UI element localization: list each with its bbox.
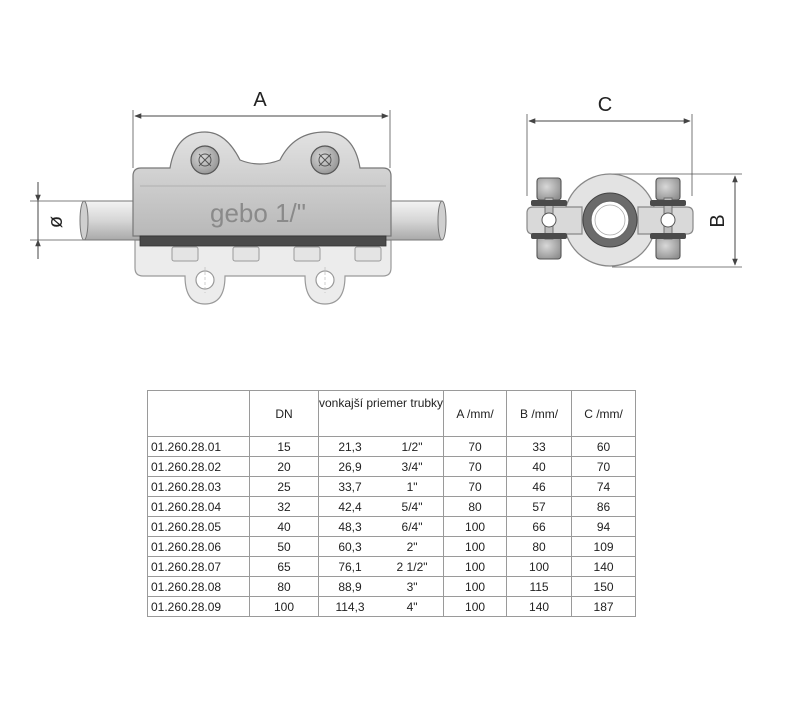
cell-c: 86 <box>572 497 636 517</box>
table-row <box>148 477 636 497</box>
cell-dn: 50 <box>250 537 319 557</box>
cell-a: 100 <box>444 557 507 577</box>
cell-diameter-mm: 60,3 <box>319 537 382 557</box>
header-b: B /mm/ <box>507 391 572 437</box>
clamp-tab <box>172 247 198 261</box>
cell-dn: 20 <box>250 457 319 477</box>
cell-c: 187 <box>572 597 636 617</box>
cell-diameter-mm: 26,9 <box>319 457 382 477</box>
end-view <box>527 94 742 267</box>
cell-code: 01.260.28.04 <box>148 497 250 517</box>
header-code <box>148 391 250 437</box>
cell-b: 57 <box>507 497 572 517</box>
table-header-row <box>148 391 636 437</box>
cell-a: 70 <box>444 457 507 477</box>
table-row <box>148 457 636 477</box>
cell-a: 100 <box>444 517 507 537</box>
cell-code: 01.260.28.01 <box>148 437 250 457</box>
cell-diameter-mm: 114,3 <box>319 597 382 617</box>
cell-code: 01.260.28.02 <box>148 457 250 477</box>
table-row <box>148 437 636 457</box>
cell-a: 100 <box>444 597 507 617</box>
cell-diameter-inch: 3/4" <box>381 457 444 477</box>
cell-c: 70 <box>572 457 636 477</box>
cell-b: 40 <box>507 457 572 477</box>
nut-bottom-left <box>537 237 561 259</box>
clamp-tab <box>294 247 320 261</box>
cell-b: 33 <box>507 437 572 457</box>
side-view <box>30 89 446 304</box>
dimension-a-label: A <box>253 89 267 111</box>
table-row <box>148 497 636 517</box>
cell-c: 74 <box>572 477 636 497</box>
pipe-bore <box>591 201 629 239</box>
cell-diameter-mm: 42,4 <box>319 497 382 517</box>
cell-b: 80 <box>507 537 572 557</box>
clamp-tab <box>233 247 259 261</box>
cell-a: 70 <box>444 477 507 497</box>
header-a: A /mm/ <box>444 391 507 437</box>
cell-diameter-inch: 6/4" <box>381 517 444 537</box>
cell-dn: 25 <box>250 477 319 497</box>
header-outer-diameter: vonkajší priemer trubky <box>319 391 444 437</box>
cell-b: 140 <box>507 597 572 617</box>
cell-diameter-inch: 5/4" <box>381 497 444 517</box>
rubber-seal <box>140 236 386 246</box>
table-row <box>148 537 636 557</box>
cell-a: 70 <box>444 437 507 457</box>
cell-c: 140 <box>572 557 636 577</box>
bolt-head-top-right <box>656 178 680 200</box>
cell-a: 100 <box>444 537 507 557</box>
cell-diameter-inch: 4" <box>381 597 444 617</box>
dimensions-table <box>147 390 636 617</box>
cell-diameter-inch: 2" <box>381 537 444 557</box>
cell-b: 46 <box>507 477 572 497</box>
clamp-technical-drawing <box>0 0 793 350</box>
table-row <box>148 577 636 597</box>
table-row <box>148 557 636 577</box>
cell-b: 115 <box>507 577 572 597</box>
cell-code: 01.260.28.08 <box>148 577 250 597</box>
cell-code: 01.260.28.09 <box>148 597 250 617</box>
diameter-label: ø <box>45 215 67 229</box>
cell-diameter-mm: 88,9 <box>319 577 382 597</box>
cell-b: 100 <box>507 557 572 577</box>
cell-dn: 65 <box>250 557 319 577</box>
bolt-head-top-left <box>537 178 561 200</box>
cell-dn: 40 <box>250 517 319 537</box>
cell-c: 150 <box>572 577 636 597</box>
nut-bottom-right <box>656 237 680 259</box>
cell-diameter-inch: 1/2" <box>381 437 444 457</box>
table-row <box>148 597 636 617</box>
header-dn: DN <box>250 391 319 437</box>
cell-diameter-mm: 21,3 <box>319 437 382 457</box>
cell-code: 01.260.28.05 <box>148 517 250 537</box>
cell-a: 80 <box>444 497 507 517</box>
cell-code: 01.260.28.07 <box>148 557 250 577</box>
cell-diameter-mm: 76,1 <box>319 557 382 577</box>
cell-diameter-inch: 3" <box>381 577 444 597</box>
table-row <box>148 517 636 537</box>
dimension-c-label: C <box>597 94 613 116</box>
cell-dn: 15 <box>250 437 319 457</box>
cell-dn: 32 <box>250 497 319 517</box>
cell-code: 01.260.28.03 <box>148 477 250 497</box>
dimension-b-label: B <box>707 214 729 228</box>
cell-code: 01.260.28.06 <box>148 537 250 557</box>
cell-c: 60 <box>572 437 636 457</box>
cell-diameter-inch: 2 1/2" <box>381 557 444 577</box>
cell-dn: 100 <box>250 597 319 617</box>
header-c: C /mm/ <box>572 391 636 437</box>
embossed-brand-stamp: gebo 1/" <box>210 198 306 228</box>
cell-diameter-inch: 1" <box>381 477 444 497</box>
cell-c: 94 <box>572 517 636 537</box>
clamp-tab <box>355 247 381 261</box>
cell-diameter-mm: 48,3 <box>319 517 382 537</box>
cell-dn: 80 <box>250 577 319 597</box>
cell-c: 109 <box>572 537 636 557</box>
cell-diameter-mm: 33,7 <box>319 477 382 497</box>
cell-a: 100 <box>444 577 507 597</box>
cell-b: 66 <box>507 517 572 537</box>
